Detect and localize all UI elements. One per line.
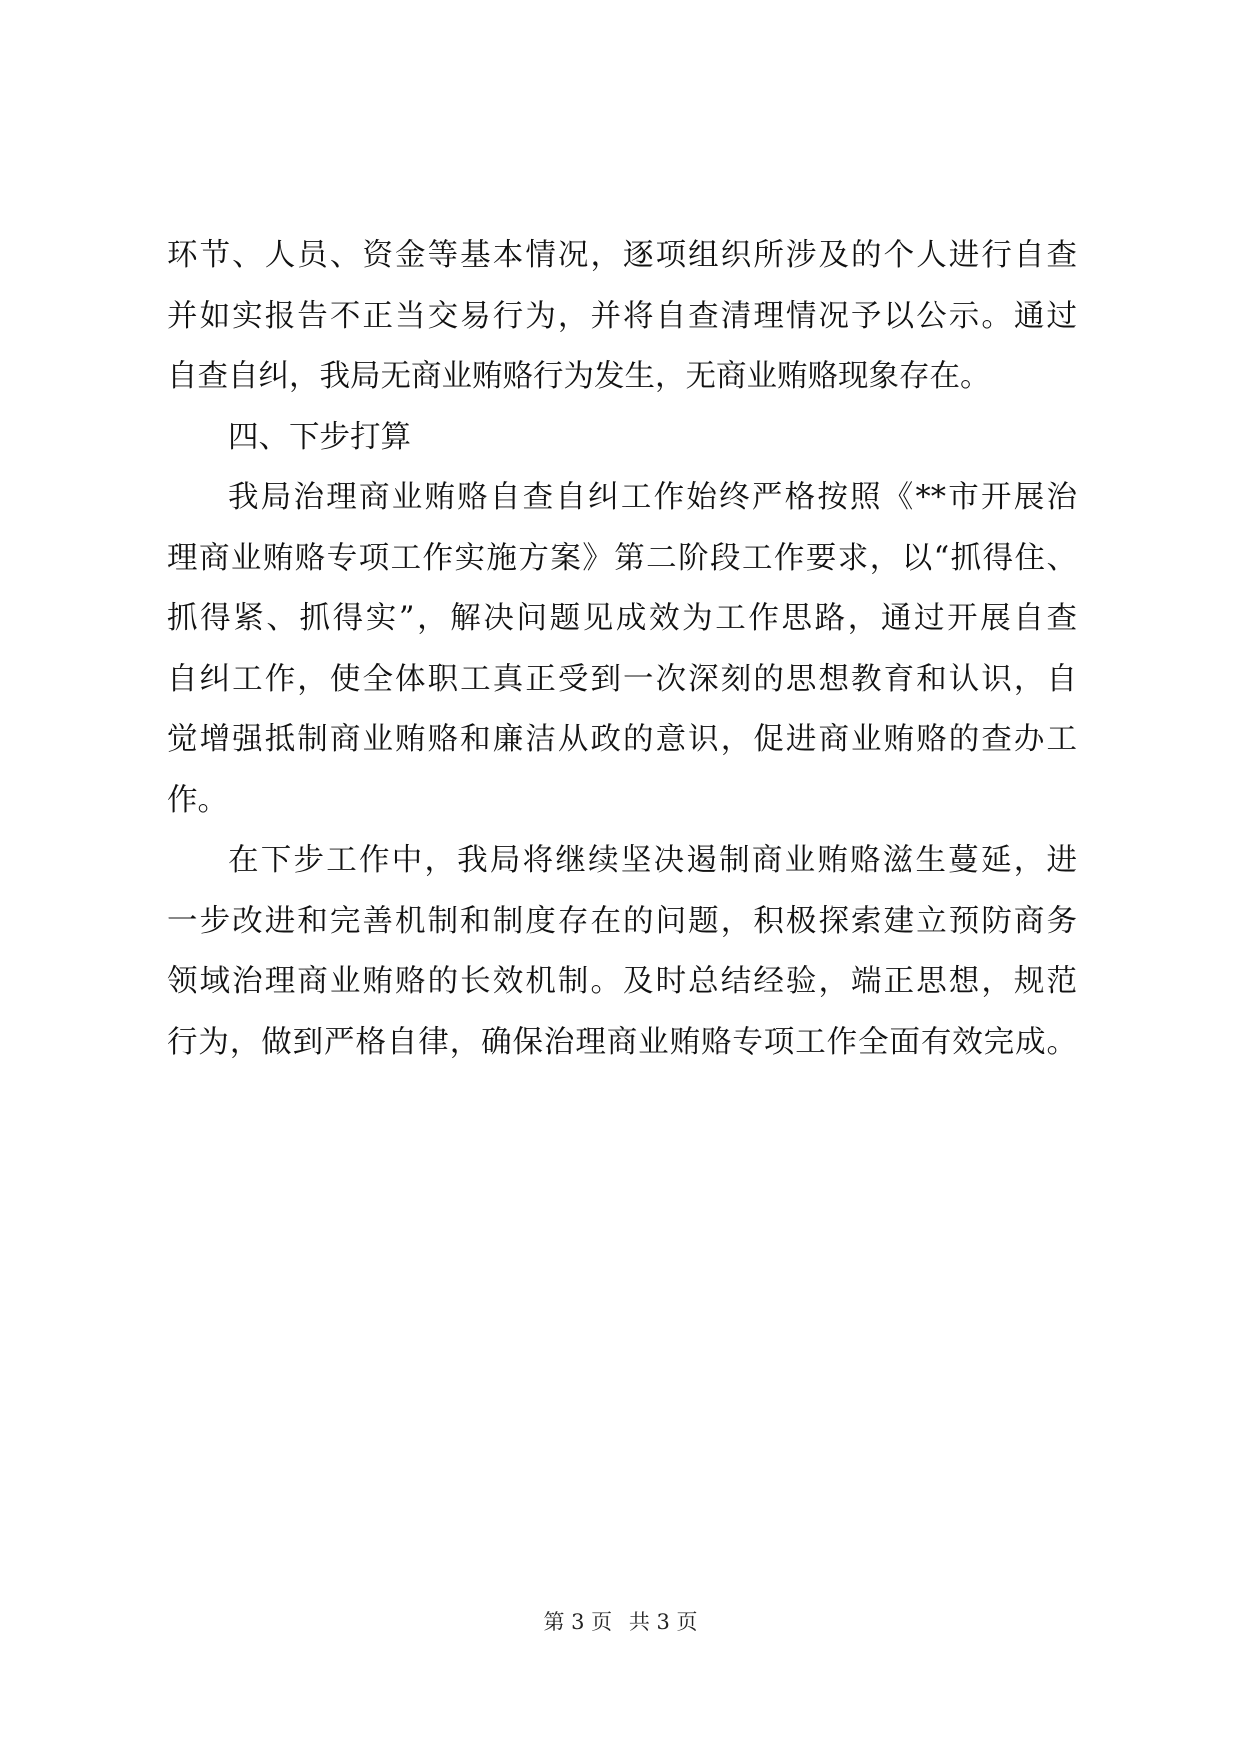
body-line: 理商业贿赂专项工作实施方案》第二阶段工作要求，以“抓得住、 xyxy=(167,540,1077,576)
body-line: 在下步工作中，我局将继续坚决遏制商业贿赂滋生蔓延，进 xyxy=(228,843,1077,878)
body-line: 并如实报告不正当交易行为，并将自查清理情况予以公示。通过 xyxy=(167,298,1077,334)
section-heading: 四、下步打算 xyxy=(228,419,411,455)
page-footer xyxy=(0,1608,1241,1636)
page-number: 第 3 页 xyxy=(543,1610,613,1634)
body-line: 环节、人员、资金等基本情况，逐项组织所涉及的个人进行自查 xyxy=(167,238,1077,273)
body-line: 行为，做到严格自律，确保治理商业贿赂专项工作全面有效完成。 xyxy=(167,1024,1077,1060)
body-line: 一步改进和完善机制和制度存在的问题，积极探索建立预防商务 xyxy=(167,903,1077,939)
body-line: 作。 xyxy=(167,782,228,818)
body-line: 自纠工作，使全体职工真正受到一次深刻的思想教育和认识，自 xyxy=(167,661,1077,697)
body-line: 领域治理商业贿赂的长效机制。及时总结经验，端正思想，规范 xyxy=(167,964,1077,999)
body-line: 抓得紧、抓得实”，解决问题见成效为工作思路，通过开展自查 xyxy=(167,601,1077,636)
page-total: 共 3 页 xyxy=(628,1610,698,1634)
document-body xyxy=(167,226,1077,1073)
body-line: 自查自纠，我局无商业贿赂行为发生，无商业贿赂现象存在。 xyxy=(167,359,991,394)
body-line: 我局治理商业贿赂自查自纠工作始终严格按照《**市开展治 xyxy=(228,480,1077,515)
body-line: 觉增强抵制商业贿赂和廉洁从政的意识，促进商业贿赂的查办工 xyxy=(167,722,1077,757)
